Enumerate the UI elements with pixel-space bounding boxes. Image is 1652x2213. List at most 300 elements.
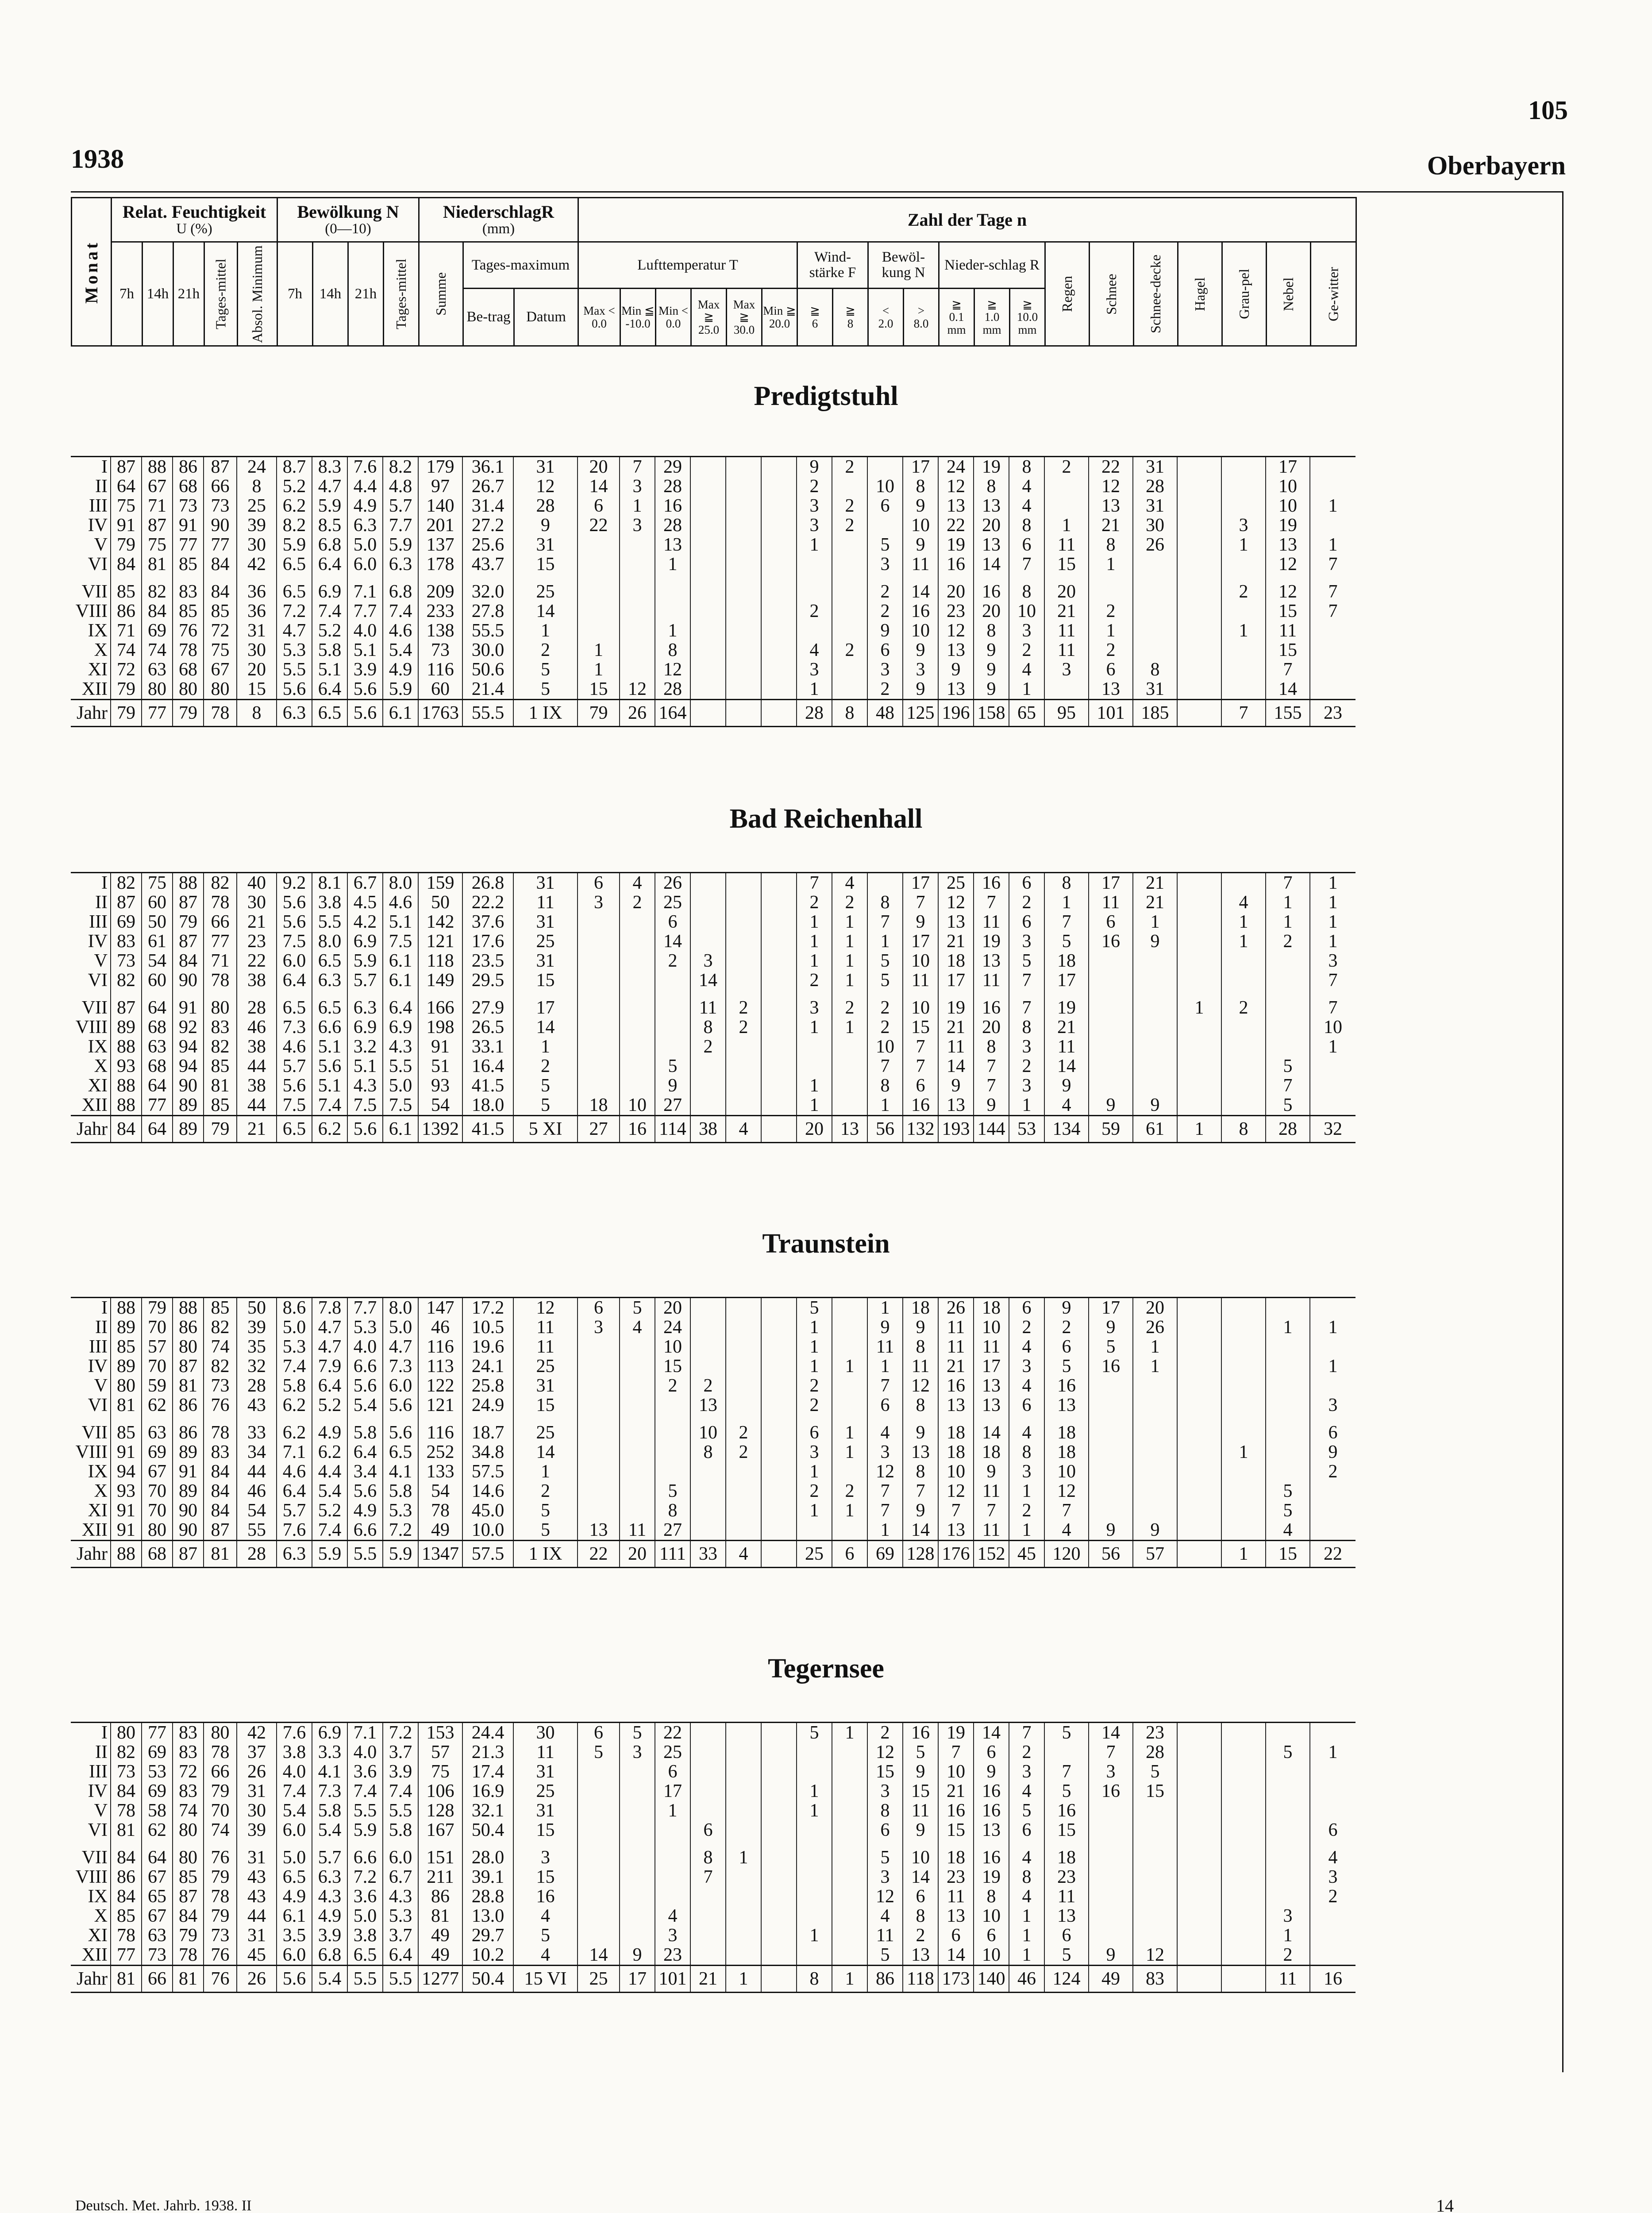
data-cell [1133, 1501, 1177, 1520]
data-cell: 5.5 [347, 1541, 383, 1568]
page-year: 1938 [71, 144, 124, 173]
data-cell: 3.3 [312, 1743, 347, 1762]
data-cell: 6 [1009, 1820, 1044, 1840]
page-number: 105 [1528, 96, 1568, 125]
data-cell: 8 [1009, 1442, 1044, 1462]
data-cell [690, 457, 726, 477]
data-cell: 11 [513, 1337, 578, 1357]
data-cell: 75 [204, 640, 237, 660]
data-cell [620, 1762, 655, 1781]
data-cell: 25 [797, 1541, 832, 1568]
data-cell: 78 [418, 1501, 462, 1520]
data-cell [726, 1820, 761, 1840]
data-cell: 8 [237, 477, 277, 496]
year-total-row [71, 1541, 1355, 1568]
data-cell [1310, 640, 1355, 660]
data-cell: 11 [938, 1887, 974, 1906]
data-cell [690, 516, 726, 535]
data-cell: 80 [142, 679, 173, 700]
data-cell: 1 [1266, 1318, 1310, 1337]
month-label: V [94, 1376, 108, 1396]
month-row [71, 601, 1355, 621]
data-cell: 20 [797, 1116, 832, 1143]
data-cell: 1 [1133, 1337, 1177, 1357]
month-label: Jahr [71, 1541, 111, 1568]
data-cell [1221, 496, 1266, 516]
month-label: Jahr [71, 700, 111, 727]
data-cell: 6.3 [383, 555, 418, 574]
data-cell [620, 1462, 655, 1481]
data-cell [726, 477, 761, 496]
data-cell: 50.4 [462, 1820, 513, 1840]
data-cell: 6.3 [277, 700, 312, 727]
data-cell [726, 516, 761, 535]
month-label: IV [88, 1357, 108, 1376]
data-cell: 6.3 [277, 1541, 312, 1568]
month-row [71, 1318, 1355, 1337]
data-cell: 6 [578, 873, 620, 893]
data-cell: 6 [867, 1820, 903, 1840]
data-cell: 73 [173, 496, 204, 516]
data-cell: 5.0 [383, 1318, 418, 1337]
data-cell [832, 679, 867, 700]
data-cell: 50 [237, 1298, 277, 1318]
month-label: I [101, 1723, 108, 1743]
data-cell: 20 [974, 1018, 1009, 1037]
data-cell: 7.4 [347, 1781, 383, 1801]
data-cell: 90 [173, 971, 204, 990]
data-cell: 55.5 [462, 621, 513, 640]
data-cell: 43 [237, 1396, 277, 1415]
data-cell: 62 [142, 1820, 173, 1840]
data-cell: 4 [867, 1423, 903, 1442]
month-label: Jahr [71, 1116, 111, 1143]
data-cell [726, 1396, 761, 1415]
data-cell: 20 [974, 516, 1009, 535]
data-cell: 43.7 [462, 555, 513, 574]
data-cell: 5.4 [383, 640, 418, 660]
data-cell [761, 1396, 797, 1415]
year-total-row [71, 1116, 1355, 1143]
data-cell: 1 [1009, 1520, 1044, 1541]
data-cell [1177, 700, 1221, 727]
data-cell: 16 [1089, 1357, 1133, 1376]
data-cell: 7 [867, 1501, 903, 1520]
data-cell: 8 [1009, 1018, 1044, 1037]
data-cell: 3 [620, 1743, 655, 1762]
month-row [71, 873, 1355, 893]
data-cell: 88 [111, 1037, 142, 1056]
data-cell [1133, 1906, 1177, 1926]
data-cell: 60 [418, 679, 462, 700]
data-cell: 84 [173, 951, 204, 971]
data-cell: 90 [173, 1501, 204, 1520]
data-cell [797, 1037, 832, 1056]
data-cell: 44 [237, 1462, 277, 1481]
data-cell: 31 [513, 951, 578, 971]
month-label: IX [88, 1462, 108, 1481]
data-cell: 9 [1310, 1442, 1355, 1462]
data-cell: 5 [655, 1481, 690, 1501]
data-cell: 8 [903, 1396, 938, 1415]
data-cell [1177, 1966, 1221, 1993]
data-cell [690, 1298, 726, 1318]
data-cell: 17 [1089, 873, 1133, 893]
data-cell [1221, 679, 1266, 700]
month-label: XII [81, 1520, 108, 1540]
month-label: XI [88, 1076, 108, 1095]
data-cell: 24.4 [462, 1723, 513, 1743]
data-cell [1089, 1376, 1133, 1396]
data-cell: 6 [832, 1541, 867, 1568]
data-cell: 21 [1044, 1018, 1089, 1037]
data-cell: 6.5 [312, 951, 347, 971]
month-label: I [101, 1298, 108, 1318]
data-cell: 11 [513, 1318, 578, 1337]
data-cell: 4.7 [312, 477, 347, 496]
data-cell: 6 [974, 1926, 1009, 1945]
data-cell: 7 [1009, 971, 1044, 990]
data-cell [726, 1376, 761, 1396]
data-cell [1133, 640, 1177, 660]
data-cell: 73 [142, 1945, 173, 1966]
data-cell: 29.7 [462, 1926, 513, 1945]
data-cell: 45 [1009, 1541, 1044, 1568]
data-cell: 4 [513, 1945, 578, 1966]
data-cell: 4 [726, 1541, 761, 1568]
data-cell: 2 [513, 640, 578, 660]
data-cell [620, 1820, 655, 1840]
data-cell: 58 [142, 1801, 173, 1820]
data-cell: 1 [578, 640, 620, 660]
data-cell: 1 [797, 1095, 832, 1116]
data-cell: 25 [237, 496, 277, 516]
data-cell: 16 [513, 1887, 578, 1906]
data-cell [1221, 601, 1266, 621]
data-cell: 11 [1044, 1887, 1089, 1906]
data-cell: 92 [173, 1018, 204, 1037]
data-cell [578, 621, 620, 640]
data-cell [1221, 1848, 1266, 1867]
data-cell [578, 912, 620, 932]
data-cell: 3.6 [347, 1762, 383, 1781]
data-cell: 16 [903, 1095, 938, 1116]
month-label: XI [88, 660, 108, 679]
data-cell: 4.1 [383, 1462, 418, 1481]
data-cell [1133, 1848, 1177, 1867]
data-cell: 67 [142, 1867, 173, 1887]
data-cell: 21 [1044, 601, 1089, 621]
data-cell: 10 [903, 621, 938, 640]
data-cell: 14.6 [462, 1481, 513, 1501]
half-year-spacer [71, 1840, 1355, 1848]
month-row [71, 1945, 1355, 1966]
data-cell: 8 [1009, 1867, 1044, 1887]
data-cell: 7 [1044, 912, 1089, 932]
data-cell [1133, 1820, 1177, 1840]
data-cell: 32 [1310, 1116, 1355, 1143]
data-cell: 9 [513, 516, 578, 535]
data-cell [1177, 1887, 1221, 1906]
data-cell: 121 [418, 1396, 462, 1415]
data-cell: 1 [797, 1926, 832, 1945]
data-cell: 18 [1044, 1442, 1089, 1462]
data-cell: 5.3 [383, 1906, 418, 1926]
header-betrag: Be-trag [463, 289, 514, 346]
data-cell: 5 [867, 535, 903, 555]
data-cell: 68 [173, 477, 204, 496]
data-cell: 1 [1310, 873, 1355, 893]
data-cell: 78 [204, 700, 237, 727]
data-cell: 7.9 [312, 1357, 347, 1376]
data-cell: 11 [513, 893, 578, 912]
data-cell: 2 [690, 1376, 726, 1396]
data-cell: 2 [1009, 1501, 1044, 1520]
data-cell: 5 [513, 1076, 578, 1095]
data-cell: 6 [655, 1762, 690, 1781]
data-cell: 11 [513, 1743, 578, 1762]
data-cell [578, 1018, 620, 1037]
data-cell: 3 [578, 1318, 620, 1337]
data-cell: 252 [418, 1442, 462, 1462]
data-cell: 30 [1133, 516, 1177, 535]
data-cell: 6.2 [277, 1396, 312, 1415]
data-cell: 5.6 [277, 1966, 312, 1993]
data-cell [761, 998, 797, 1018]
data-cell: 84 [111, 1887, 142, 1906]
data-cell [726, 873, 761, 893]
data-cell [655, 1037, 690, 1056]
data-cell: 46 [237, 1018, 277, 1037]
data-cell: 89 [111, 1318, 142, 1337]
data-cell: 21 [938, 1781, 974, 1801]
data-cell [578, 1442, 620, 1462]
data-cell: 4.3 [383, 1887, 418, 1906]
data-cell: 9 [620, 1945, 655, 1966]
data-cell: 80 [173, 1820, 204, 1840]
data-cell: 1 [867, 1298, 903, 1318]
data-cell: 8.0 [383, 1298, 418, 1318]
data-cell: 71 [111, 621, 142, 640]
data-cell: 196 [938, 700, 974, 727]
data-cell: 37 [237, 1743, 277, 1762]
data-cell: 5 [1266, 1056, 1310, 1076]
header-cloud-h21: 21h [348, 242, 384, 346]
data-cell: 4.7 [383, 1337, 418, 1357]
data-cell [578, 1781, 620, 1801]
data-cell: 65 [142, 1887, 173, 1906]
header-r1: ≧ 0.1 mm [939, 289, 974, 346]
data-cell: 3 [797, 998, 832, 1018]
data-cell: 5.2 [277, 477, 312, 496]
data-cell: 15 [513, 1867, 578, 1887]
data-cell: 3.9 [312, 1926, 347, 1945]
data-cell [620, 1396, 655, 1415]
data-cell: 87 [111, 998, 142, 1018]
data-cell [655, 1848, 690, 1867]
data-cell [832, 1337, 867, 1357]
data-cell: 57.5 [462, 1541, 513, 1568]
data-cell [832, 1887, 867, 1906]
data-cell [1177, 679, 1221, 700]
data-cell [1177, 601, 1221, 621]
data-cell: 84 [204, 1481, 237, 1501]
data-cell: 5.4 [312, 1481, 347, 1501]
data-cell: 18 [903, 1298, 938, 1318]
month-row [71, 951, 1355, 971]
data-cell [1133, 1442, 1177, 1462]
data-cell: 5.7 [347, 971, 383, 990]
data-cell: 4.9 [347, 1501, 383, 1520]
data-cell: 67 [142, 1462, 173, 1481]
data-cell: 1 [867, 1357, 903, 1376]
data-cell: 7 [867, 1056, 903, 1076]
data-cell: 18 [1044, 951, 1089, 971]
data-cell: 233 [418, 601, 462, 621]
data-cell: 68 [142, 1056, 173, 1076]
data-cell: 8 [797, 1966, 832, 1993]
data-cell: 4.0 [347, 1337, 383, 1357]
data-cell [761, 1018, 797, 1037]
data-cell: 2 [867, 601, 903, 621]
data-cell: 93 [111, 1056, 142, 1076]
data-cell [1221, 971, 1266, 990]
data-cell: 16 [974, 1848, 1009, 1867]
data-cell [761, 1423, 797, 1442]
data-cell: 10 [867, 1037, 903, 1056]
data-cell: 16 [1310, 1966, 1355, 1993]
data-cell [655, 1887, 690, 1906]
data-cell: 2 [867, 1723, 903, 1743]
data-cell: 1 [1310, 496, 1355, 516]
data-cell [1221, 1945, 1266, 1966]
data-cell [578, 582, 620, 601]
data-cell: 5.1 [312, 660, 347, 679]
data-cell: 7 [1310, 998, 1355, 1018]
data-cell [761, 1037, 797, 1056]
column-header [71, 197, 1357, 347]
data-cell: 124 [1044, 1966, 1089, 1993]
data-cell: 79 [173, 1926, 204, 1945]
data-cell [1221, 1926, 1266, 1945]
data-cell [761, 1337, 797, 1357]
data-cell: 25 [655, 1743, 690, 1762]
data-cell [1221, 1887, 1266, 1906]
data-cell: 6.5 [277, 998, 312, 1018]
data-cell [1266, 1867, 1310, 1887]
data-cell: 25 [578, 1966, 620, 1993]
data-cell [1089, 1926, 1133, 1945]
data-cell: 11 [1089, 893, 1133, 912]
data-cell: 1 [832, 951, 867, 971]
data-cell: 31.4 [462, 496, 513, 516]
data-cell: 83 [173, 582, 204, 601]
data-cell: 1277 [418, 1966, 462, 1993]
data-cell [1044, 679, 1089, 700]
data-cell [578, 1423, 620, 1442]
data-cell: 9 [903, 1501, 938, 1520]
data-cell: 7.5 [347, 1095, 383, 1116]
data-cell: 19 [938, 535, 974, 555]
data-cell [1133, 1037, 1177, 1056]
data-cell: 2 [1310, 1462, 1355, 1481]
data-cell: 140 [418, 496, 462, 516]
data-cell: 31 [1133, 679, 1177, 700]
data-cell [761, 477, 797, 496]
data-cell [1089, 998, 1133, 1018]
data-cell: 86 [173, 1396, 204, 1415]
data-cell [690, 1501, 726, 1520]
data-cell [761, 1076, 797, 1095]
data-cell: 6.9 [347, 1018, 383, 1037]
data-cell: 5 [655, 1056, 690, 1076]
data-cell: 26 [655, 873, 690, 893]
data-cell: 185 [1133, 700, 1177, 727]
data-cell: 31 [237, 621, 277, 640]
data-cell: 75 [142, 535, 173, 555]
data-cell: 31 [1133, 457, 1177, 477]
month-row [71, 1801, 1355, 1820]
data-cell: 5.1 [312, 1037, 347, 1056]
data-cell [1310, 516, 1355, 535]
data-cell: 6 [903, 1076, 938, 1095]
data-cell: 6.7 [347, 873, 383, 893]
data-cell: 8 [690, 1442, 726, 1462]
data-cell: 4 [1009, 1337, 1044, 1357]
data-cell: 8.1 [312, 873, 347, 893]
data-cell: 5.6 [277, 679, 312, 700]
data-cell: 48 [867, 700, 903, 727]
data-cell: 6.9 [312, 1723, 347, 1743]
data-cell: 39 [237, 1820, 277, 1840]
data-cell [1221, 1481, 1266, 1501]
data-cell: 69 [142, 1743, 173, 1762]
data-cell: 2 [655, 951, 690, 971]
data-cell [1177, 1095, 1221, 1116]
data-cell: 1 [797, 1357, 832, 1376]
data-cell: 2 [867, 582, 903, 601]
data-cell: 66 [204, 1762, 237, 1781]
data-cell: 5.1 [312, 1076, 347, 1095]
data-cell: 11 [1044, 535, 1089, 555]
data-cell: 16 [655, 496, 690, 516]
data-cell [761, 1966, 797, 1993]
data-cell [620, 1481, 655, 1501]
data-cell: 15 [513, 971, 578, 990]
data-cell: 1 [1310, 1743, 1355, 1762]
data-cell: 10.0 [462, 1520, 513, 1541]
year-total-row [71, 1966, 1355, 1993]
data-cell: 6.9 [347, 932, 383, 951]
header-w2: ≧ 8 [833, 289, 868, 346]
data-cell [690, 1056, 726, 1076]
data-cell: 1 [726, 1966, 761, 1993]
data-cell: 44 [237, 1056, 277, 1076]
data-cell: 86 [111, 601, 142, 621]
month-label: IV [88, 516, 108, 535]
data-cell: 60 [142, 893, 173, 912]
data-cell: 3 [867, 1442, 903, 1462]
half-year-spacer [71, 1415, 1355, 1423]
month-row [71, 621, 1355, 640]
data-cell: 2 [832, 640, 867, 660]
data-cell: 1 [797, 1318, 832, 1337]
data-cell: 27 [655, 1095, 690, 1116]
data-cell: 77 [142, 1723, 173, 1743]
data-cell [690, 1887, 726, 1906]
data-cell [1221, 1376, 1266, 1396]
data-cell: 56 [867, 1116, 903, 1143]
